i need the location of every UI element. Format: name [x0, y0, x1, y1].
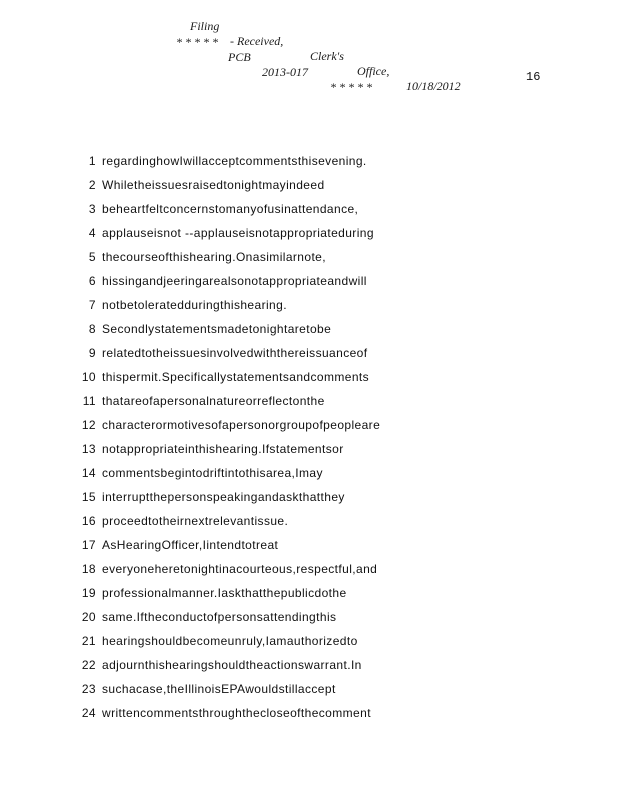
stamp-docket: 2013-017: [262, 65, 308, 79]
transcript-line: [0, 298, 618, 322]
transcript-line: [0, 682, 618, 706]
line-text: thispermit.Specificallystatementsandcomments: [102, 370, 370, 384]
stamp-stars-left: * * * * *: [176, 35, 218, 49]
line-text: applauseisnot --applauseisnotappropriateduring: [102, 226, 374, 240]
transcript-line: [0, 538, 618, 562]
line-text: professionalmanner.Iaskthatthepublicdothe: [102, 586, 347, 600]
line-number: 19: [81, 586, 96, 600]
line-number: 15: [81, 490, 96, 504]
line-number: 9: [88, 346, 96, 360]
line-text: thecourseofthishearing.Onasimilarnote,: [102, 250, 326, 264]
line-number: 12: [81, 418, 96, 432]
transcript-line: [0, 562, 618, 586]
stamp-stars-right: * * * * *: [330, 80, 372, 94]
transcript-line: [0, 202, 618, 226]
transcript-line: [0, 466, 618, 490]
line-number: 3: [88, 202, 96, 216]
transcript-line: [0, 610, 618, 634]
line-text: Whiletheissuesraisedtonightmayindeed: [102, 178, 325, 192]
transcript-body: [0, 154, 618, 730]
line-number: 24: [81, 706, 96, 720]
line-text: everyoneheretonightinacourteous,respectful,and: [102, 562, 378, 576]
transcript-line: [0, 490, 618, 514]
stamp-received: - Received,: [230, 34, 284, 48]
line-text: commentsbegintodriftintothisarea,Imay: [102, 466, 323, 480]
transcript-line: [0, 586, 618, 610]
line-number: 6: [88, 274, 96, 288]
line-text: beheartfeltconcernstomanyofusinattendance,: [102, 202, 359, 216]
line-number: 21: [81, 634, 96, 648]
stamp-date: 10/18/2012: [406, 79, 461, 93]
line-number: 13: [81, 442, 96, 456]
line-number: 22: [81, 658, 96, 672]
line-text: interruptthepersonspeakingandaskthatthey: [102, 490, 345, 504]
transcript-line: [0, 178, 618, 202]
transcript-line: [0, 346, 618, 370]
line-text: suchacase,theIllinoisEPAwouldstillaccept: [102, 682, 336, 696]
line-text: notappropriateinthishearing.Ifstatementsor: [102, 442, 344, 456]
transcript-line: [0, 634, 618, 658]
line-text: AsHearingOfficer,Iintendtotreat: [102, 538, 279, 552]
stamp-pcb: PCB: [228, 50, 251, 64]
transcript-line: [0, 226, 618, 250]
transcript-line: [0, 154, 618, 178]
page-number: 16: [526, 70, 541, 84]
transcript-line: [0, 706, 618, 730]
transcript-line: [0, 442, 618, 466]
line-number: 7: [88, 298, 96, 312]
stamp-clerks: Clerk's: [310, 49, 344, 63]
line-text: proceedtotheirnextrelevantissue.: [102, 514, 289, 528]
line-text: hissingandjeeringarealsonotappropriateandwill: [102, 274, 367, 288]
line-number: 14: [81, 466, 96, 480]
line-text: hearingshouldbecomeunruly,Iamauthorizedto: [102, 634, 358, 648]
transcript-line: [0, 370, 618, 394]
transcript-line: [0, 658, 618, 682]
line-number: 10: [81, 370, 96, 384]
line-number: 8: [88, 322, 96, 336]
line-number: 17: [81, 538, 96, 552]
line-text: regardinghowIwillacceptcommentsthisevening.: [102, 154, 367, 168]
line-text: characterormotivesofapersonorgroupofpeopleare: [102, 418, 381, 432]
line-text: notbetoleratedduringthishearing.: [102, 298, 287, 312]
line-text: relatedtotheissuesinvolvedwiththereissuanceof: [102, 346, 368, 360]
transcript-line: [0, 322, 618, 346]
transcript-line: [0, 514, 618, 538]
line-number: 16: [81, 514, 96, 528]
transcript-line: [0, 250, 618, 274]
line-number: 11: [82, 394, 96, 408]
line-number: 5: [88, 250, 96, 264]
line-text: adjournthishearingshouldtheactionswarrant.In: [102, 658, 362, 672]
line-number: 4: [88, 226, 96, 240]
line-number: 18: [81, 562, 96, 576]
line-number: 23: [81, 682, 96, 696]
transcript-line: [0, 394, 618, 418]
line-text: Secondlystatementsmadetonightaretobe: [102, 322, 332, 336]
line-text: same.Iftheconductofpersonsattendingthis: [102, 610, 337, 624]
stamp-office: Office,: [357, 64, 390, 78]
line-number: 2: [88, 178, 96, 192]
line-number: 1: [88, 154, 96, 168]
transcript-line: [0, 274, 618, 298]
line-text: thatareofapersonalnatureorreflectonthe: [102, 394, 325, 408]
transcript-line: [0, 418, 618, 442]
line-text: writtencommentsthroughthecloseofthecomment: [102, 706, 371, 720]
line-number: 20: [81, 610, 96, 624]
stamp-filing: Filing: [190, 19, 220, 33]
